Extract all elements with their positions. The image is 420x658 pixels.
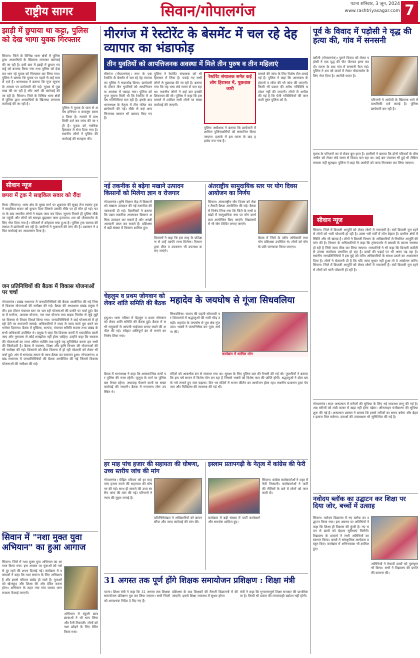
article-body: पटना। शिक्षा मंत्री ने कहा कि 31 अगस्त तक शिक्षक समायोजन प्रशिक्षण पूरा कर लिया जाएगा। सभी जिलों को आवश्यक निर्देश दे दिए गए हैं। [104, 590, 170, 603]
news-photo [208, 478, 260, 514]
center-story1-headline: नई तकनीक से बढ़ेगा मखाने उत्पादन किसानों को मिलेगा ज्ञान व रोजगार [104, 183, 184, 197]
article-body: अतिथियों ने मेधावी छात्रों को पुरस्कृत भी किया। सभी ने विद्यालय की प्रगति की कामना की। [371, 562, 418, 575]
article-body: परिजनों ने आरोपी के खिलाफ थाने में प्राथमिकी दर्ज कराई है। पुलिस छापेमारी कर रही है। [371, 98, 418, 111]
left-story3-headline: जन प्रतिनिधियों की बैठक में विकास योजनाओं पर चर्चा [2, 284, 95, 297]
photo-caption: कार्यक्रम में शामिल लोग [222, 352, 308, 357]
edition-meta: पटना शनिवार, 3 जून, 2024 www.rashtriyasagar.com [344, 2, 400, 14]
article-body: किसानों ने कहा कि इस तरह के प्रशिक्षण से उन्हें काफी लाभ मिलेगा। विभाग द्वारा बीज व उपकरण भी उपलब्ध कराए जाएंगे। [154, 236, 202, 254]
section-tag: सीवान न्यूज [313, 215, 373, 226]
article-body: मीरगंज (गोपालगंज)। नगर के एक रेस्टोरेंट के बेसमेंट में चल रहे देह व्यापार का पुलिस ने भंडाफोड़ किया। छापेमारी के दौरान तीन युवतियों को आपत्तिजनक अवस्था में पकड़ा गया। पुलिस को गुप्त सूचना मिली थी कि रेस्टोरेंट में अवैध गतिविधियां चल रही हैं। इसके बाद थानाध्यक्ष के नेतृत्व में टीम गठित कर छापेमारी की गई। मौके से कई आपत्तिजनक सामान भी बरामद किए गए हैं। [104, 72, 152, 121]
article-body: गोपालगंज। पीड़ित परिवार को हर माह पांच हजार रुपये की सहायता की घोषणा की गई। साथ ही मामले की उच्च स्तरीय जांच की मांग की गई। परिजनों ने न्याय की गुहार लगाई है। [104, 478, 152, 500]
lead-strap: तीन युवतियों को आपत्तिजनक अवस्था में मिले तीन पुरुष व तीन महिलाएं [104, 58, 308, 70]
edition-title: सिवान/गोपालगंज [160, 2, 256, 20]
news-photo [62, 54, 98, 104]
right-top-headline: पूर्व के विवाद में पड़ोसी ने वृद्ध की हत्या की, गांव में सनसनी [313, 26, 412, 45]
article-body: पुलिस ने रेस्टोरेंट संचालक को भी हिरासत में लिया है। पकड़े गए सभी लोगों से पूछताछ की जा रही है। बताया गया कि यह धंधा लंबे समय से चल रहा था। स्थानीय लोगों ने कई बार इसकी शिकायत की थी। पुलिस ने कहा कि इस मामले में शामिल सभी लोगों पर सख्त कार्रवाई की जाएगी। [154, 72, 202, 107]
center-story6-headline: इस्लाम प्रतापगढ़ी के नेतृत्व में कांग्रेस की फेरी [208, 461, 306, 468]
article-body: पुलिस अधीक्षक ने बताया कि छापेमारी में शामिल पुलिसकर्मियों को सम्मानित किया जाएगा। इलाके में इस घटना के बाद हड़कंप मच गया है। [204, 126, 256, 144]
article-body: हथुआ। थाना परिसर में चेहलुम व प्रथम जोगवान को लेकर शांति समिति की बैठक हुई। बैठक में सभी समुदायों से आपसी भाईचारा बनाए रखने की अपील की गई। त्योहार शांतिपूर्ण ढंग से मनाने का निर्णय लिया गया। [104, 316, 166, 338]
section-banner: राष्ट्रीय सागर [2, 2, 96, 21]
article-body: बैठक में थानाध्यक्ष ने कहा कि असामाजिक तत्वों पर पुलिस की नजर रहेगी। जुलूस के मार्ग पर पुलिस बल तैनात रहेगा। अफवाह फैलाने वालों पर सख्त कार्रवाई की जाएगी। बैठक में गणमान्य लोग उपस्थित थे। [104, 372, 166, 394]
article-body: गोपालगंज। कृषि विज्ञान केंद्र में किसानों को मखाना उत्पादन की नई तकनीक की जानकारी दी गई। वैज्ञानिकों ने बताया कि उन्नत तकनीक अपनाकर किसान अधिक उत्पादन कर सकते हैं और अच्छी आमदनी प्राप्त कर सकते हैं। प्रशिक्षण में बड़ी संख्या में किसान शामिल हुए। [104, 200, 152, 231]
page-number: 7 [401, 1, 418, 22]
article-body: सिवान। नवोदय विद्यालय में नए ब्लॉक का उद्घाटन किया गया। इस अवसर पर अतिथियों ने कहा कि शिक्षा ही विकास की कुंजी है। नए भवन से छात्रों को बेहतर सुविधाएं मिलेंगी। विद्यालय के प्राचार्य ने सभी अतिथियों का स्वागत किया। बच्चों ने सांस्कृतिक कार्यक्रम प्रस्तुत किए। कार्यक्रम में अभिभावक भी शामिल हुए। [313, 516, 369, 551]
article-body: सिवान। जिले में बिजली आपूर्ति को लेकर लोगों में नाराजगी है। घंटों बिजली गुल रहने से लोगों को भारी परेशानी हो रही है। उमस भरी गर्मी में लोग बेहाल हैं। ग्रामीण क्षेत्रों में स्थिति और भी खराब है। लोगों ने बिजली विभाग के अधिकारियों से नियमित आपूर्ति की मांग की है। विभाग के अधिकारियों ने कहा कि ट्रांसफार्मर में खराबी के कारण समस्या हो रही है जिसे जल्द ठीक कर लिया जाएगा। व्यापारियों ने भी कहा कि बिजली कटौती से उनका कारोबार प्रभावित हो रहा है। छात्रों की पढ़ाई पर भी असर पड़ रहा है। स्थानीय जनप्रतिनिधियों ने इस मुद्दे को वरीय अधिकारियों के समक्ष उठाने का आश्वासन दिया है। लोगों ने चेतावनी दी है कि यदि जल्द सुधार नहीं हुआ तो वे आंदोलन करेंगे। सिवान। जिले में बिजली आपूर्ति को लेकर लोगों में नाराजगी है। घंटों बिजली गुल रहने से लोगों को भारी परेशानी हो रही है। [313, 228, 418, 272]
article-body: गोपालगंज। सदर अस्पताल में मरीजों की सुविधा के लिए नई व्यवस्था लागू की गई है। अब मरीजों को लंबी कतार में खड़ा नहीं होना पड़ेगा। ऑनलाइन पंजीकरण की सुविधा शुरू की गई है। अस्पताल प्रबंधन ने बताया कि इससे मरीजों का समय बचेगा और बेहतर इलाज मिल सकेगा। दवाओं की उपलब्धता भी सुनिश्चित की गई है। [313, 402, 418, 420]
news-photo [154, 478, 202, 514]
lead-highlight-box: रेस्टोरेंट संचालक समेत कई लोग हिरासत में, पूछताछ जारी [204, 72, 256, 124]
article-body: मृतक के परिजनों का रो रोकर बुरा हाल है। ग्रामीणों ने बताया कि दोनों परिवारों के बीच जमीन को लेकर लंबे समय से विवाद चल रहा था। कई बार पंचायत भी हुई थी लेकिन मामला नहीं सुलझा। पुलिस ने कहा कि आरोपी को जल्द गिरफ्तार कर लिया जाएगा। [313, 152, 418, 165]
article-body: मंदिरों को आकर्षक ढंग से सजाया गया था। सुरक्षा के लिए पुलिस बल की तैनाती की गई थी। पुजारियों ने बताया कि इस वर्ष सावन में विशेष योग बन रहा है जिससे भक्तों को विशेष फल की प्राप्ति होगी। श्रद्धालुओं ने बोल बम के नारे लगाते हुए जल चढ़ाया। दिन भर मंदिरों में भजन कीर्तन का आयोजन होता रहा। स्थानीय प्रशासन द्वारा पेयजल और चिकित्सा की व्यवस्था की गई थी। [170, 372, 308, 390]
article-body: सिवान। जिले में नशा मुक्त युवा अभियान का आगाज किया गया। इस अवसर पर युवाओं को नशे से दूर रहने की शपथ दिलाई गई। कार्यक्रम में वक्ताओं ने कहा कि नशा समाज के लिए अभिशाप है और इससे परिवार बर्बाद हो जाते हैं। युवाओं को खेलकूद और शिक्षा की ओर प्रेरित करना होगा। अभियान के तहत गांव गांव जाकर जागरूकता फैलाई जाएगी। [2, 560, 62, 595]
left-story2-headline: छपरा में ट्रक ने साइकिल सवार को रौंदा [2, 193, 81, 199]
column-rule [310, 26, 311, 654]
news-photo [222, 312, 308, 352]
center-story2-headline: अंतराष्ट्रीय सामुदायिक स्तर पर योग दिवस आयोजन का निर्णय [208, 183, 298, 197]
center-story3-headline: चेहलुम व प्रथम जोगवान को लेकर शांति समिति की बैठक [104, 293, 166, 307]
bottom-strip-headline: 31 अगस्त तक पूर्ण होंगे शिक्षक समायोजन प्रशिक्षण : शिक्षा मंत्री [104, 575, 295, 585]
article-body: प्रतिनिधिमंडल ने अधिकारियों को ज्ञापन सौंपा और जल्द कार्रवाई की मांग की। [154, 516, 202, 525]
right-bottom-headline: नवोदय ब्लॉक का उद्घाटन कर शिक्षा पर दिया जोर, बच्चों में उत्साह [313, 495, 406, 511]
article-body: बैठक में जिले के वरीय अधिकारी तथा योग प्रशिक्षक उपस्थित थे। लोगों को योग के प्रति जागरूक किया जाएगा। [258, 236, 308, 249]
article-body: सिवान। अंतरराष्ट्रीय योग दिवस को लेकर तैयारी बैठक आयोजित की गई। बैठक में निर्णय लिया गया कि जिले के सभी प्रखंडों में सामुदायिक स्तर पर योग कार्यक्रम आयोजित किए जाएंगे। विद्यालयों में भी योग शिविर लगाए जाएंगे। [208, 200, 256, 227]
left-bottom-headline: सिवान में "नशा मुक्त युवा अभियान" का हुआ आगाज [2, 533, 86, 553]
left-top-headline: झाड़ी में छुपाया था कट्टा, पुलिस को देख भागा युवक गिरफ्तार [2, 26, 89, 44]
article-body: बरौली (गोपालगंज)। पुराने विवाद को लेकर पड़ोसी ने एक वृद्ध की पीट पीटकर हत्या कर दी। घटना के बाद गांव में सनसनी फैल गई। पुलिस ने शव को कब्जे में लेकर पोस्टमार्टम के लिए भेज दिया है। आरोपी फरार है। [313, 56, 369, 78]
article-body: मंत्री ने कहा कि गुणवत्तापूर्ण शिक्षा सरकार की प्राथमिकता है। किसी भी प्रकार की लापरवाही बर्दाश्त नहीं होगी। [240, 590, 308, 599]
news-photo [371, 516, 418, 560]
article-body: प्रशिक्षण के बाद शिक्षकों की तैनाती विद्यालयों में की जाएगी। इससे शिक्षा व्यवस्था में सुधार होगा। [172, 590, 238, 599]
article-body: कार्यक्रम में बड़ी संख्या में पार्टी कार्यकर्ता और समर्थक शामिल हुए। [208, 516, 260, 525]
article-body: मामले की जांच के लिए विशेष टीम बनाई गई है। पुलिस ने कहा कि आसपास के होटलों व लॉज की भी जांच की जाएगी। किसी भी प्रकार की अवैध गतिविधि बर्दाश्त नहीं की जाएगी। लोगों से अपील की गई है कि ऐसी गतिविधियों की जानकारी तुरंत पुलिस को दें। [258, 72, 308, 103]
article-body: मैरवा (सिवान)। थाना क्षेत्र के मुख्य मार्ग पर शुक्रवार की सुबह तेज रफ्तार ट्रक ने साइकिल सवार को कुचल दिया जिससे उसकी मौके पर ही मौत हो गई। घटना के बाद स्थानीय लोगों ने सड़क जाम कर दिया। सूचना मिलते ही पुलिस मौके पर पहुंची और लोगों को समझा बुझाकर जाम हटवाया। शव को पोस्टमार्टम के लिए भेज दिया गया है। परिजनों में कोहराम मचा हुआ है। पुलिस ट्रक चालक की तलाश में छापेमारी कर रही है। ग्रामीणों ने मुआवजे की मांग की है। प्रशासन ने उचित कार्रवाई का आश्वासन दिया है। [2, 203, 98, 234]
center-story5-headline: हर माह पांच हजार की सहायता की घोषणा, उच्च स्तरीय जांच की मांग [104, 461, 200, 475]
article-body: सिवान। कांग्रेस कार्यकर्ताओं ने शहर में फेरी निकाली। कार्यकर्ताओं ने पार्टी की नीतियों के बारे में लोगों को जानकारी दी। [262, 478, 308, 496]
article-body: अभियान में स्कूली छात्र छात्राओं ने भी भाग लिया और रैली निकाली। लोगों को नशा छोड़ने के लिए प्रेरित किया गया। [64, 612, 98, 634]
article-body: गोपालगंज। प्रखंड सभागार में जनप्रतिनिधियों की बैठक आयोजित की गई जिसमें विकास योजनाओं की समीक्षा की गई। बैठक की अध्यक्षता प्रखंड प्रमुख ने की। इस दौरान पंचायत स्तर पर चल रही योजनाओं की प्रगति पर चर्चा हुई। बैठक में मनरेगा, आवास योजना, नल जल योजना तथा सड़क निर्माण से जुड़े मुद्दों पर विस्तार से विचार विमर्श किया गया। जनप्रतिनिधियों ने कई योजनाओं में हो रही देरी पर नाराजगी जताई। अधिकारियों ने जल्द से जल्द कार्य पूरा करने का भरोसा दिलाया। बैठक में मुखिया, सरपंच, पंचायत समिति सदस्य तथा प्रखंड के सभी अधिकारी उपस्थित थे। प्रमुख ने कहा कि विकास कार्यों में पारदर्शिता बरती जाए और गुणवत्ता से कोई समझौता नहीं होना चाहिए। उन्होंने कहा कि सरकार की योजनाओं का लाभ अंतिम व्यक्ति तक पहुंचे यह सुनिश्चित करना हम सभी की जिम्मेदारी है। बैठक में स्वास्थ्य, शिक्षा और कृषि विभाग की योजनाओं की भी समीक्षा की गई। किसानों को बीज वितरण में हो रही परेशानी को लेकर भी चर्चा हुई। अंत में धन्यवाद ज्ञापन के साथ बैठक का समापन हुआ। गोपालगंज। प्रखंड सभागार में जनप्रतिनिधियों की बैठक आयोजित की गई जिसमें विकास योजनाओं की समीक्षा की गई। [2, 300, 98, 366]
news-photo [258, 200, 308, 234]
news-photo [154, 200, 202, 234]
column-rule [100, 26, 101, 654]
section-tag: सीवान न्यूज [2, 180, 62, 191]
article-body: सिवान। जिले के विभिन्न थाना क्षेत्रों में पुलिस द्वारा अपराधियों के खिलाफ लगातार कार्रवाई की जा रही है। इसी क्रम में झाड़ी में छुपाए गए कट्टे को बरामद किया गया तथा पुलिस को देखकर भाग रहे युवक को गिरफ्तार कर लिया गया। पुलिस ने बताया कि युवक पर पहले से कई मामले दर्ज हैं। थानाध्यक्ष ने बताया कि गुप्त सूचना के आधार पर छापेमारी की गई। युवक से पूछताछ की जा रही है और आगे की कार्रवाई की जा रही है। सिवान। जिले के विभिन्न थाना क्षेत्रों में पुलिस द्वारा अपराधियों के खिलाफ लगातार कार्रवाई की जा रही है। [2, 54, 60, 107]
news-photo [64, 566, 98, 610]
article-body: पुलिस ने युवक के पास से अवैध हथियार व कारतूस बरामद किया है। मामले में प्राथमिकी दर्ज कर जांच की जा रही है। युवक को न्यायिक हिरासत में भेज दिया गया है। स्थानीय लोगों ने पुलिस की कार्रवाई की सराहना की। [62, 106, 98, 141]
article-body: सिधवलिया। सावन की पहली सोमवारी पर शिवालयों में श्रद्धालुओं की भारी भीड़ उमड़ी। महादेव के जयघोष से पूरा क्षेत्र गूंज उठा। भक्तों ने जलाभिषेक कर पूजा अर्चना की। [170, 312, 220, 334]
news-photo [371, 56, 418, 96]
center-story4-headline: महादेव के जयघोष से गूंजा सिधवलिया [170, 296, 295, 306]
lead-headline: मीरगंज में रेस्टोरेंट के बेसमेंट में चल रहे देह व्यापार का भंडाफोड़ [104, 26, 298, 55]
